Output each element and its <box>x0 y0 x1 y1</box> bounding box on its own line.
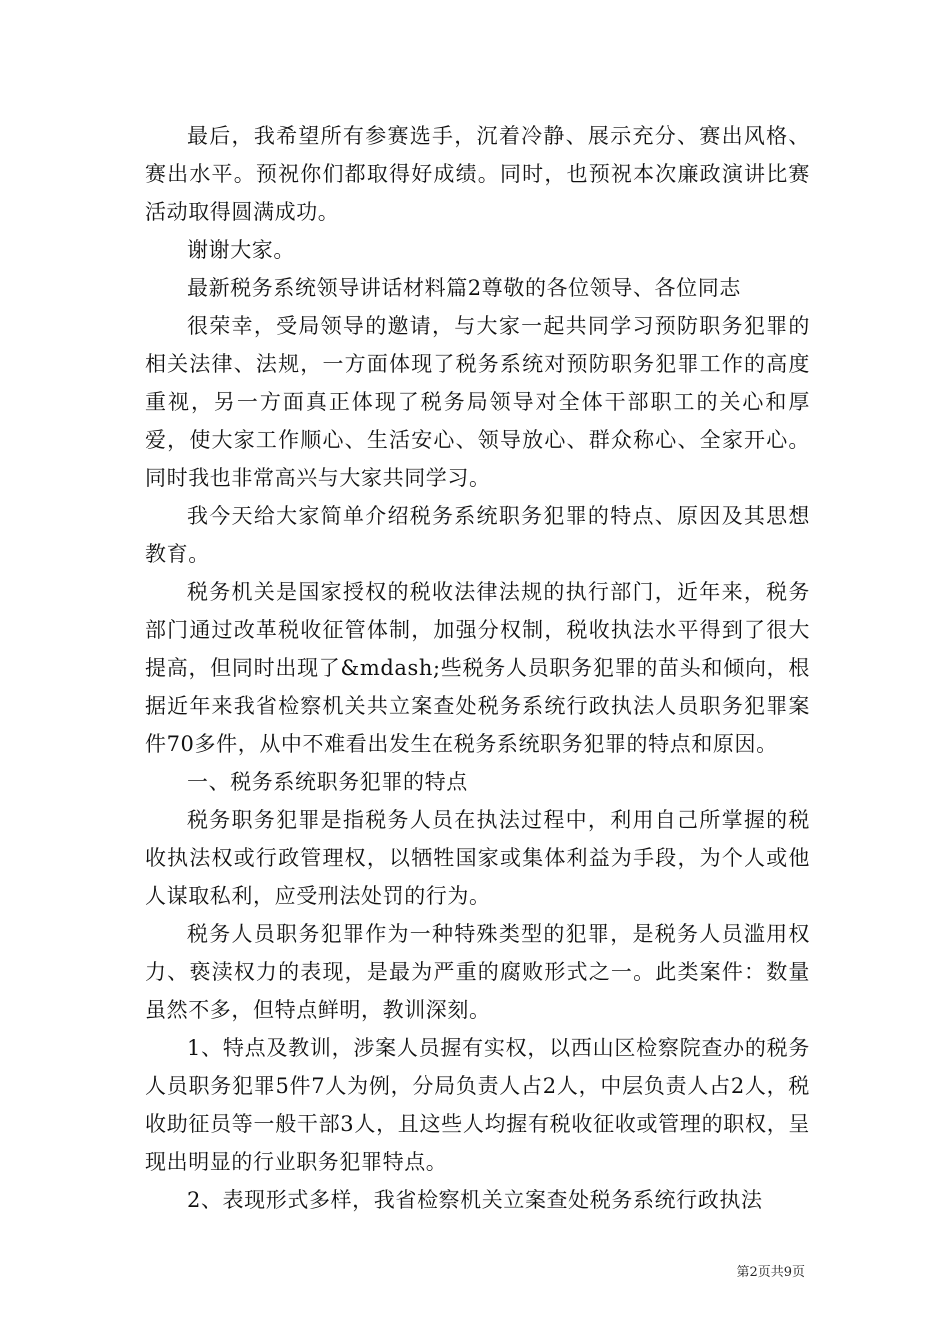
paragraph-heading-characteristics: 一、税务系统职务犯罪的特点 <box>187 770 468 794</box>
paragraph-point-2: 2、表现形式多样，我省检察机关立案查处税务系统行政执法 <box>187 1188 763 1212</box>
paragraph-thanks: 谢谢大家。 <box>187 238 295 262</box>
paragraph-section-heading: 最新税务系统领导讲话材料篇2尊敬的各位领导、各位同志 <box>187 276 741 300</box>
paragraph-closing-wishes: 最后，我希望所有参赛选手，沉着冷静、展示充分、赛出风格、赛出水平。预祝你们都取得好成绩。同时，也预祝本次廉政演讲比赛活动取得圆满成功。 <box>145 124 810 224</box>
paragraph-crime-type: 税务人员职务犯罪作为一种特殊类型的犯罪，是税务人员滥用权力、亵渎权力的表现，是最为严重的腐败形式之一。此类案件：数量虽然不多，但特点鲜明，教训深刻。 <box>145 922 810 1022</box>
paragraph-introduction: 很荣幸，受局领导的邀请，与大家一起共同学习预防职务犯罪的相关法律、法规，一方面体现了税务系统对预防职务犯罪工作的高度重视，另一方面真正体现了税务局领导对全体干部职工的关心和厚爱，使大家工作顺心、生活安心、领导放心、群众称心、全家开心。同时我也非常高兴与大家共同学习。 <box>145 314 810 490</box>
paragraph-topic-summary: 我今天给大家简单介绍税务系统职务犯罪的特点、原因及其思想教育。 <box>145 504 810 566</box>
document-body <box>145 117 810 1219</box>
paragraph-definition: 税务职务犯罪是指税务人员在执法过程中，利用自己所掌握的税收执法权或行政管理权，以牺牲国家或集体利益为手段，为个人或他人谋取私利，应受刑法处罚的行为。 <box>145 808 810 908</box>
page-number-footer: 第2页共9页 <box>736 1265 805 1280</box>
paragraph-background: 税务机关是国家授权的税收法律法规的执行部门，近年来，税务部门通过改革税收征管体制，加强分权制，税收执法水平得到了很大提高，但同时出现了&mdash;些税务人员职务犯罪的苗头和倾向，根据近年来我省检察机关共立案查处税务系统行政执法人员职务犯罪案件70多件，从中不难看出发生在税务系统职务犯罪的特点和原因。 <box>145 580 810 756</box>
paragraph-point-1: 1、特点及教训，涉案人员握有实权，以西山区检察院查办的税务人员职务犯罪5件7人为例，分局负责人占2人，中层负责人占2人，税收助征员等一般干部3人，且这些人均握有税收征收或管理的职权，呈现出明显的行业职务犯罪特点。 <box>145 1036 810 1174</box>
